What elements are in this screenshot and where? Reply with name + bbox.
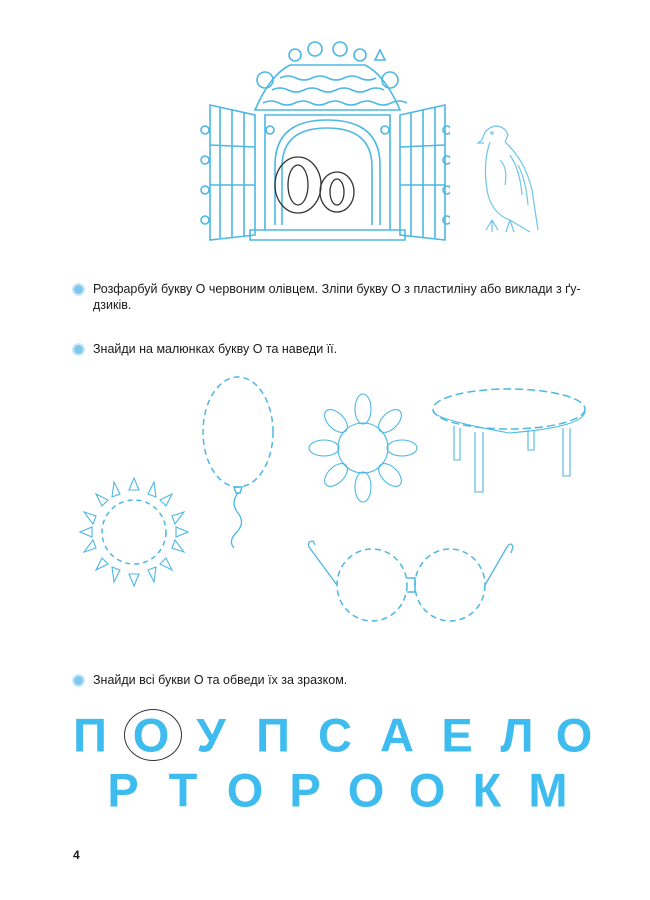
page-number: 4 [73,848,80,862]
letter-cell[interactable]: О [132,708,170,762]
letter-cell[interactable]: А [380,708,414,762]
letter-cell[interactable]: П [256,708,290,762]
flower-picture [309,394,417,502]
letter-cell[interactable]: О [408,763,446,817]
table-picture [433,389,585,492]
pictures-area [0,360,650,630]
letter-cell[interactable]: О [226,763,264,817]
letter-cell[interactable]: У [196,708,226,762]
task-color-letter [74,281,593,313]
letter-cell[interactable]: К [472,763,502,817]
task-text: Розфарбуй букву О червоним олівцем. Зліпи букву О з пластиліну або виклади з ґу-дзиків. [93,282,581,312]
eagle-illustration [470,120,550,240]
task-find-in-pictures [74,341,593,357]
task-text: Знайди всі букви О та обведи їх за зразком. [93,673,348,687]
letter-cell[interactable]: Р [107,763,139,817]
bullet-icon [74,285,83,294]
letter-cell[interactable]: П [73,708,107,762]
sample-circle [124,709,182,761]
task-text: Знайди на малюнках букву О та наведи її. [93,342,338,356]
task-circle-letters [74,672,593,688]
bullet-icon [74,345,83,354]
letter-cell[interactable]: Т [168,763,198,817]
letter-cell[interactable]: Л [500,708,534,762]
balloon-picture [203,377,273,548]
window-illustration [200,35,450,245]
letter-cell[interactable]: Е [441,708,473,762]
letter-cell[interactable]: М [528,763,568,817]
letter-cell[interactable]: Р [289,763,321,817]
letter-cell[interactable]: О [555,708,593,762]
sun-picture [80,478,188,586]
letter-cell[interactable]: С [318,708,352,762]
letter-cell[interactable]: О [347,763,385,817]
glasses-picture [309,541,514,621]
bullet-icon [74,676,83,685]
